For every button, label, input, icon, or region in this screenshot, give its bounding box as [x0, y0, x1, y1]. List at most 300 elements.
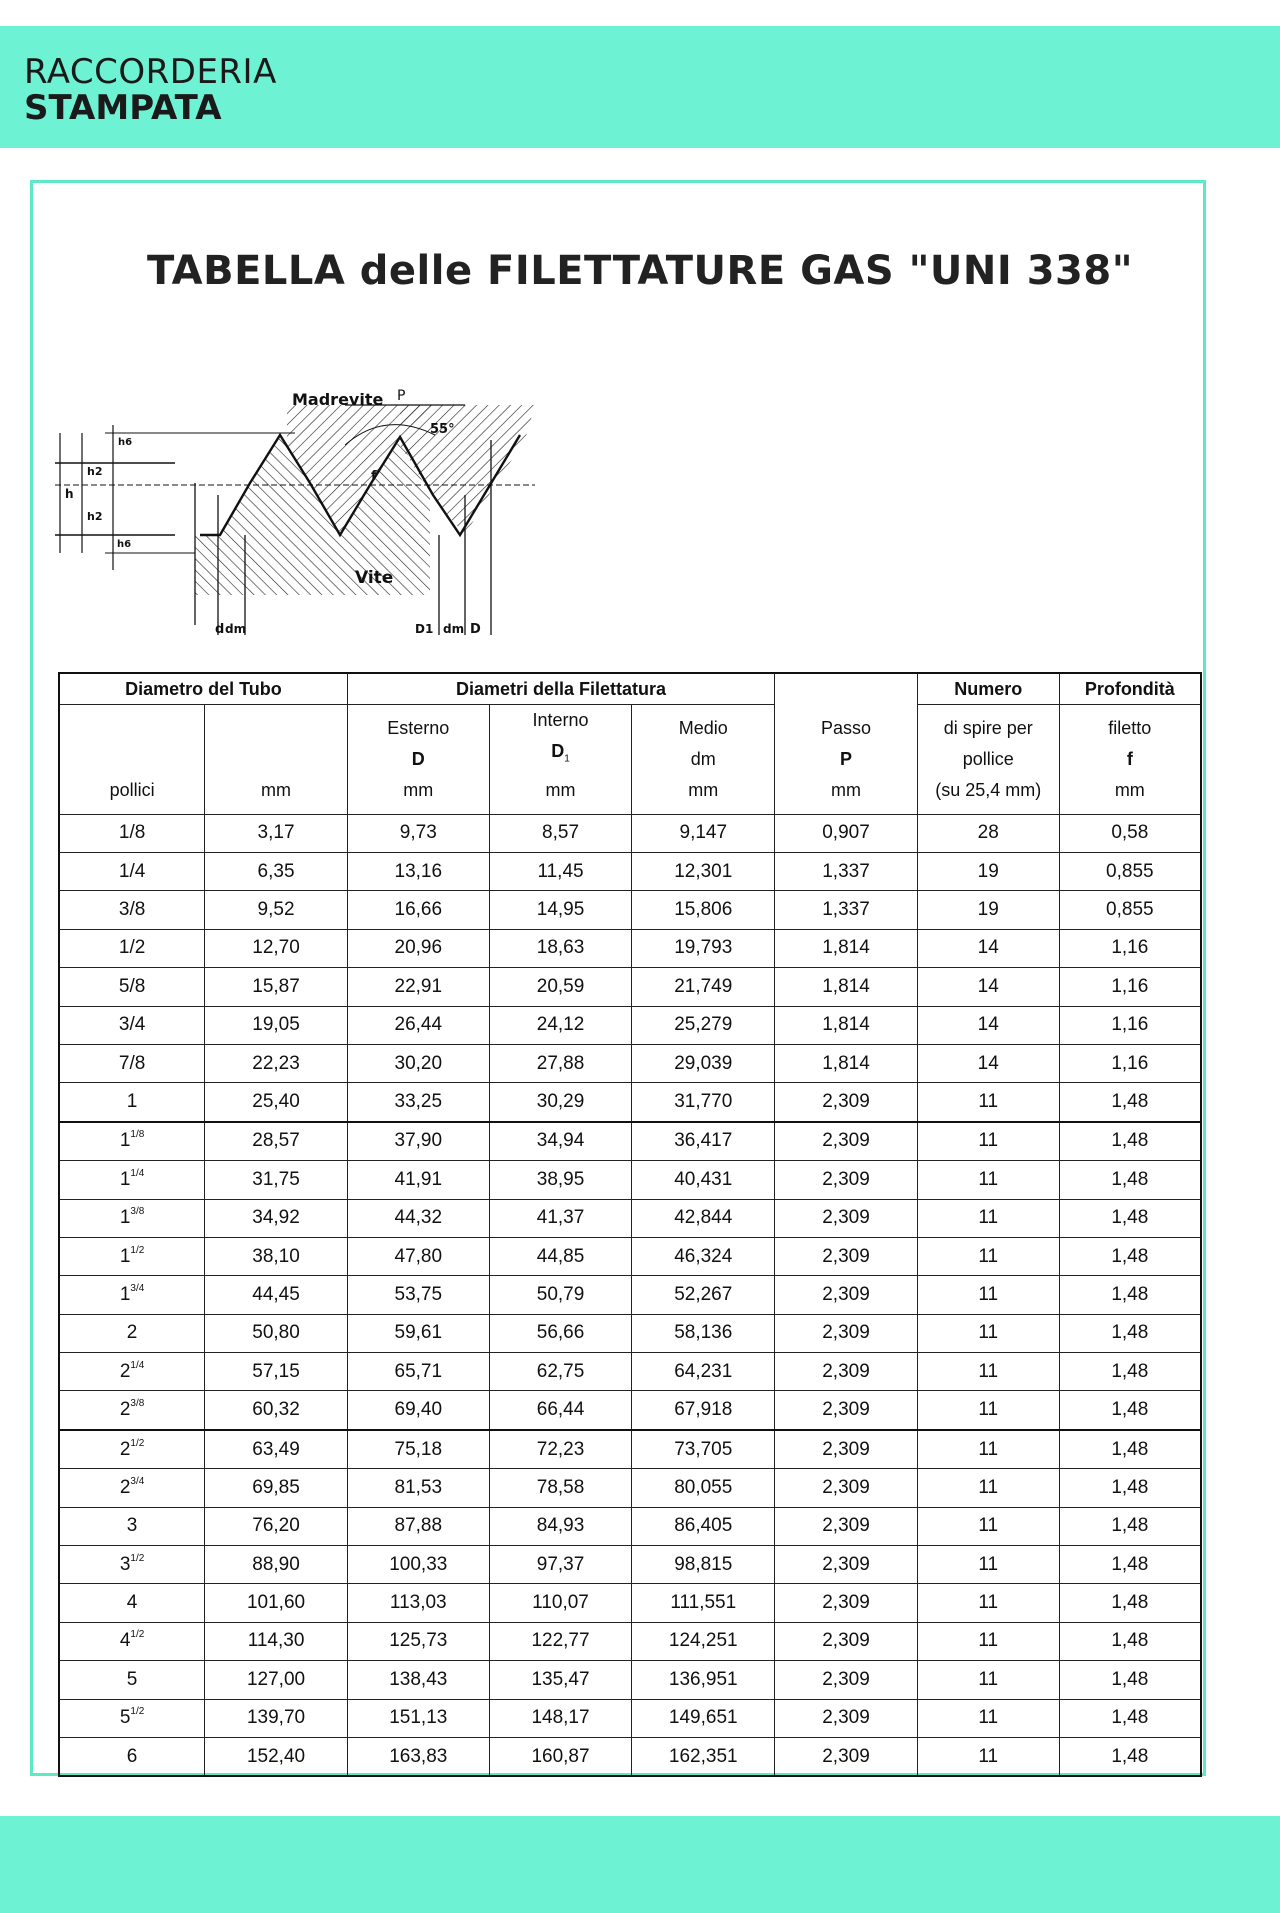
- cell-pollici-whole: 1/8: [118, 822, 146, 844]
- cell-mm: 25,40: [205, 1083, 348, 1122]
- cell-mm: 6,35: [205, 852, 348, 890]
- cell-pollici-whole: 1/2: [118, 937, 146, 959]
- cell-D1: 66,44: [489, 1391, 632, 1430]
- cell-pollici-whole: 1/4: [118, 860, 146, 882]
- cell-D1: 78,58: [489, 1469, 632, 1507]
- label-angle: 55°: [430, 422, 455, 437]
- header-interno-sub: 1: [564, 753, 570, 765]
- table-row: [59, 1391, 1201, 1430]
- cell-mm: 50,80: [205, 1314, 348, 1352]
- cell-mm: 127,00: [205, 1661, 348, 1699]
- cell-D: 138,43: [347, 1661, 489, 1699]
- cell-pollici: [59, 1622, 205, 1660]
- cell-f: 1,48: [1059, 1661, 1201, 1699]
- brand-line2: STAMPATA: [24, 88, 222, 128]
- cell-n: 11: [917, 1430, 1059, 1469]
- cell-f: 1,48: [1059, 1584, 1201, 1622]
- header-passo: [775, 673, 918, 814]
- cell-pollici-whole: 3: [126, 1515, 138, 1537]
- cell-D: 16,66: [347, 891, 489, 929]
- table-row: [59, 1006, 1201, 1044]
- cell-D: 59,61: [347, 1314, 489, 1352]
- cell-pollici: [59, 1391, 205, 1430]
- cell-mm: 38,10: [205, 1237, 348, 1275]
- cell-P: 2,309: [775, 1237, 918, 1275]
- cell-f: 1,48: [1059, 1469, 1201, 1507]
- cell-D1: 97,37: [489, 1546, 632, 1584]
- header-numero-sub: [917, 705, 1059, 815]
- label-D1: D1: [415, 622, 434, 636]
- cell-mm: 69,85: [205, 1469, 348, 1507]
- cell-n: 11: [917, 1546, 1059, 1584]
- cell-pollici-whole: 1: [119, 1130, 131, 1152]
- cell-P: 2,309: [775, 1199, 918, 1237]
- label-dm-right: dm: [443, 622, 465, 636]
- cell-D1: 50,79: [489, 1276, 632, 1314]
- cell-P: 1,814: [775, 929, 918, 967]
- cell-mm: 3,17: [205, 814, 348, 852]
- cell-mm: 76,20: [205, 1507, 348, 1545]
- cell-pollici: [59, 1276, 205, 1314]
- cell-n: 11: [917, 1161, 1059, 1199]
- cell-D: 41,91: [347, 1161, 489, 1199]
- cell-pollici-whole: 4: [126, 1592, 138, 1614]
- cell-dm: 15,806: [632, 891, 775, 929]
- cell-pollici: [59, 1584, 205, 1622]
- table-row: [59, 1314, 1201, 1352]
- cell-n: 11: [917, 1469, 1059, 1507]
- cell-n: 11: [917, 1584, 1059, 1622]
- cell-pollici: [59, 1661, 205, 1699]
- header-prof-unit: mm: [1114, 779, 1145, 800]
- cell-pollici-fraction: 3/8: [130, 1398, 145, 1410]
- label-d: d: [215, 622, 225, 637]
- cell-D1: 135,47: [489, 1661, 632, 1699]
- cell-f: 0,855: [1059, 891, 1201, 929]
- header-interno-label: Interno: [532, 710, 589, 730]
- header-numero-l3: (su 25,4 mm): [935, 779, 1042, 800]
- cell-P: 2,309: [775, 1507, 918, 1545]
- cell-f: 1,48: [1059, 1083, 1201, 1122]
- header-filettatura: Diametri della Filettatura: [347, 673, 774, 705]
- table-row: [59, 1430, 1201, 1469]
- cell-D1: 122,77: [489, 1622, 632, 1660]
- table-row: [59, 1737, 1201, 1776]
- cell-pollici-whole: 2: [126, 1322, 138, 1344]
- cell-D: 125,73: [347, 1622, 489, 1660]
- label-dm: dm: [225, 622, 247, 636]
- cell-D: 151,13: [347, 1699, 489, 1737]
- cell-pollici: [59, 1430, 205, 1469]
- cell-pollici-whole: 5: [119, 1707, 131, 1729]
- cell-D: 13,16: [347, 852, 489, 890]
- cell-dm: 86,405: [632, 1507, 775, 1545]
- cell-P: 2,309: [775, 1584, 918, 1622]
- cell-pollici-fraction: 3/8: [130, 1206, 145, 1218]
- cell-f: 0,58: [1059, 814, 1201, 852]
- cell-D1: 20,59: [489, 968, 632, 1006]
- cell-f: 1,16: [1059, 968, 1201, 1006]
- cell-D1: 14,95: [489, 891, 632, 929]
- cell-pollici-whole: 3/4: [118, 1014, 146, 1036]
- cell-pollici-fraction: 3/4: [130, 1282, 145, 1294]
- cell-f: 1,48: [1059, 1353, 1201, 1391]
- cell-pollici: [59, 1044, 205, 1082]
- cell-D1: 148,17: [489, 1699, 632, 1737]
- cell-n: 11: [917, 1661, 1059, 1699]
- cell-dm: 58,136: [632, 1314, 775, 1352]
- label-p: P: [397, 388, 406, 404]
- cell-D1: 24,12: [489, 1006, 632, 1044]
- table-row: [59, 1122, 1201, 1161]
- cell-P: 2,309: [775, 1469, 918, 1507]
- cell-mm: 44,45: [205, 1276, 348, 1314]
- cell-pollici-whole: 1: [119, 1168, 131, 1190]
- table-row: [59, 814, 1201, 852]
- cell-n: 11: [917, 1622, 1059, 1660]
- cell-n: 11: [917, 1737, 1059, 1776]
- cell-P: 2,309: [775, 1661, 918, 1699]
- header-numero-l1: di spire per: [943, 717, 1033, 738]
- cell-D: 30,20: [347, 1044, 489, 1082]
- cell-D1: 38,95: [489, 1161, 632, 1199]
- cell-pollici: [59, 1353, 205, 1391]
- cell-pollici-whole: 6: [126, 1745, 138, 1767]
- cell-n: 19: [917, 891, 1059, 929]
- cell-mm: 9,52: [205, 891, 348, 929]
- cell-pollici: [59, 1237, 205, 1275]
- cell-mm: 60,32: [205, 1391, 348, 1430]
- label-h6-bottom: h6: [117, 539, 132, 550]
- cell-mm: 15,87: [205, 968, 348, 1006]
- cell-pollici: [59, 1122, 205, 1161]
- cell-D: 37,90: [347, 1122, 489, 1161]
- header-esterno-unit: mm: [403, 779, 434, 800]
- cell-pollici: [59, 1199, 205, 1237]
- cell-D1: 72,23: [489, 1430, 632, 1469]
- cell-pollici-whole: 5: [126, 1668, 138, 1690]
- cell-pollici: [59, 1006, 205, 1044]
- cell-n: 11: [917, 1237, 1059, 1275]
- header-profondita: Profondità: [1059, 673, 1201, 705]
- header-medio-unit: mm: [688, 779, 719, 800]
- cell-f: 1,48: [1059, 1391, 1201, 1430]
- cell-n: 11: [917, 1699, 1059, 1737]
- cell-mm: 28,57: [205, 1122, 348, 1161]
- header-row-sub: [59, 705, 1201, 815]
- cell-D: 113,03: [347, 1584, 489, 1622]
- table-row: [59, 1237, 1201, 1275]
- header-numero-l2: pollice: [962, 748, 1014, 769]
- bottom-band: [0, 1816, 1280, 1913]
- label-dn: dn: [223, 645, 225, 646]
- header-interno-sym-text: D: [551, 741, 565, 761]
- cell-pollici-whole: 2: [119, 1360, 131, 1382]
- cell-D: 81,53: [347, 1469, 489, 1507]
- cell-P: 2,309: [775, 1161, 918, 1199]
- cell-D1: 41,37: [489, 1199, 632, 1237]
- cell-dm: 21,749: [632, 968, 775, 1006]
- cell-f: 1,48: [1059, 1546, 1201, 1584]
- cell-dm: 149,651: [632, 1699, 775, 1737]
- cell-pollici-whole: 4: [119, 1630, 131, 1652]
- cell-P: 2,309: [775, 1430, 918, 1469]
- cell-pollici: [59, 1469, 205, 1507]
- table-row: [59, 1199, 1201, 1237]
- cell-mm: 139,70: [205, 1699, 348, 1737]
- cell-pollici-whole: 2: [119, 1476, 131, 1498]
- cell-pollici: [59, 929, 205, 967]
- table-row: [59, 1083, 1201, 1122]
- cell-mm: 152,40: [205, 1737, 348, 1776]
- label-vite: Vite: [355, 568, 394, 588]
- cell-P: 0,907: [775, 814, 918, 852]
- cell-pollici: [59, 968, 205, 1006]
- cell-D1: 30,29: [489, 1083, 632, 1122]
- cell-P: 2,309: [775, 1391, 918, 1430]
- cell-D1: 8,57: [489, 814, 632, 852]
- cell-n: 11: [917, 1353, 1059, 1391]
- cell-n: 14: [917, 1006, 1059, 1044]
- cell-D1: 56,66: [489, 1314, 632, 1352]
- cell-f: 0,855: [1059, 852, 1201, 890]
- header-tubo: Diametro del Tubo: [59, 673, 347, 705]
- cell-P: 1,814: [775, 1006, 918, 1044]
- table-row: [59, 1353, 1201, 1391]
- cell-pollici-whole: 5/8: [118, 975, 146, 997]
- cell-D: 26,44: [347, 1006, 489, 1044]
- cell-D: 100,33: [347, 1546, 489, 1584]
- table-row: [59, 1622, 1201, 1660]
- table-row: [59, 1699, 1201, 1737]
- cell-f: 1,48: [1059, 1699, 1201, 1737]
- cell-pollici-whole: 2: [119, 1399, 131, 1421]
- cell-pollici: [59, 1161, 205, 1199]
- cell-f: 1,48: [1059, 1161, 1201, 1199]
- cell-pollici-fraction: 1/2: [130, 1437, 145, 1449]
- table-row: [59, 852, 1201, 890]
- header-medio: [632, 705, 775, 815]
- page-title: TABELLA delle FILETTATURE GAS "UNI 338": [146, 248, 1134, 294]
- cell-D1: 110,07: [489, 1584, 632, 1622]
- header-interno: [489, 705, 632, 815]
- cell-mm: 88,90: [205, 1546, 348, 1584]
- header-prof-sub: [1059, 705, 1201, 815]
- cell-dm: 98,815: [632, 1546, 775, 1584]
- cell-pollici: [59, 891, 205, 929]
- cell-n: 14: [917, 968, 1059, 1006]
- cell-dm: 124,251: [632, 1622, 775, 1660]
- cell-pollici-fraction: 1/2: [130, 1244, 145, 1256]
- cell-dm: 29,039: [632, 1044, 775, 1082]
- label-f: f: [371, 469, 377, 484]
- header-numero: Numero: [917, 673, 1059, 705]
- cell-P: 2,309: [775, 1083, 918, 1122]
- cell-n: 11: [917, 1122, 1059, 1161]
- cell-n: 28: [917, 814, 1059, 852]
- cell-pollici-fraction: 1/2: [130, 1629, 145, 1641]
- cell-dm: 52,267: [632, 1276, 775, 1314]
- cell-pollici-fraction: 1/4: [130, 1167, 145, 1179]
- header-medio-sym: dm: [690, 748, 716, 769]
- cell-D: 44,32: [347, 1199, 489, 1237]
- cell-D: 163,83: [347, 1737, 489, 1776]
- cell-f: 1,48: [1059, 1276, 1201, 1314]
- cell-dm: 46,324: [632, 1237, 775, 1275]
- cell-mm: 101,60: [205, 1584, 348, 1622]
- cell-P: 2,309: [775, 1699, 918, 1737]
- cell-D1: 27,88: [489, 1044, 632, 1082]
- cell-dm: 25,279: [632, 1006, 775, 1044]
- cell-pollici: [59, 1507, 205, 1545]
- cell-D1: 160,87: [489, 1737, 632, 1776]
- label-h6-top: h6: [118, 437, 133, 448]
- cell-D1: 34,94: [489, 1122, 632, 1161]
- cell-D: 75,18: [347, 1430, 489, 1469]
- cell-f: 1,48: [1059, 1507, 1201, 1545]
- cell-pollici-whole: 1: [126, 1091, 138, 1113]
- cell-f: 1,48: [1059, 1237, 1201, 1275]
- cell-P: 1,337: [775, 852, 918, 890]
- cell-D: 65,71: [347, 1353, 489, 1391]
- cell-mm: 34,92: [205, 1199, 348, 1237]
- table-row: [59, 1276, 1201, 1314]
- cell-n: 11: [917, 1199, 1059, 1237]
- cell-mm: 57,15: [205, 1353, 348, 1391]
- label-h: h: [65, 487, 74, 501]
- cell-D1: 11,45: [489, 852, 632, 890]
- cell-P: 2,309: [775, 1546, 918, 1584]
- cell-n: 11: [917, 1083, 1059, 1122]
- header-passo-sym: P: [840, 748, 853, 769]
- cell-n: 14: [917, 929, 1059, 967]
- cell-P: 2,309: [775, 1314, 918, 1352]
- cell-pollici-whole: 1: [119, 1245, 131, 1267]
- cell-mm: 12,70: [205, 929, 348, 967]
- cell-P: 2,309: [775, 1737, 918, 1776]
- cell-D: 20,96: [347, 929, 489, 967]
- cell-mm: 63,49: [205, 1430, 348, 1469]
- cell-dm: 40,431: [632, 1161, 775, 1199]
- cell-P: 2,309: [775, 1122, 918, 1161]
- cell-dm: 9,147: [632, 814, 775, 852]
- cell-P: 1,337: [775, 891, 918, 929]
- table-row: [59, 968, 1201, 1006]
- cell-dm: 111,551: [632, 1584, 775, 1622]
- cell-pollici: [59, 1083, 205, 1122]
- cell-f: 1,16: [1059, 1044, 1201, 1082]
- cell-n: 11: [917, 1507, 1059, 1545]
- cell-pollici-whole: 2: [119, 1438, 131, 1460]
- cell-mm: 19,05: [205, 1006, 348, 1044]
- cell-f: 1,48: [1059, 1122, 1201, 1161]
- cell-D: 33,25: [347, 1083, 489, 1122]
- cell-D: 87,88: [347, 1507, 489, 1545]
- cell-n: 14: [917, 1044, 1059, 1082]
- cell-dm: 31,770: [632, 1083, 775, 1122]
- cell-pollici: [59, 852, 205, 890]
- header-mm: mm: [205, 705, 348, 815]
- cell-pollici-whole: 3/8: [118, 899, 146, 921]
- table-row: [59, 1546, 1201, 1584]
- thread-table: [58, 672, 1202, 1777]
- cell-P: 1,814: [775, 1044, 918, 1082]
- cell-P: 2,309: [775, 1353, 918, 1391]
- cell-P: 2,309: [775, 1276, 918, 1314]
- cell-D1: 18,63: [489, 929, 632, 967]
- cell-dm: 42,844: [632, 1199, 775, 1237]
- header-esterno-sym: D: [411, 748, 425, 769]
- header-passo-label: Passo: [820, 717, 872, 738]
- table-row: [59, 1161, 1201, 1199]
- table-row: [59, 1661, 1201, 1699]
- header-esterno-label: Esterno: [387, 717, 450, 738]
- header-esterno: [347, 705, 489, 815]
- table-row: [59, 1469, 1201, 1507]
- cell-f: 1,16: [1059, 929, 1201, 967]
- cell-mm: 31,75: [205, 1161, 348, 1199]
- cell-dm: 136,951: [632, 1661, 775, 1699]
- cell-pollici: [59, 1737, 205, 1776]
- cell-f: 1,48: [1059, 1737, 1201, 1776]
- table-row: [59, 891, 1201, 929]
- cell-pollici: [59, 814, 205, 852]
- cell-f: 1,48: [1059, 1314, 1201, 1352]
- table-row: [59, 1584, 1201, 1622]
- cell-n: 11: [917, 1391, 1059, 1430]
- cell-D: 9,73: [347, 814, 489, 852]
- header-pollici: pollici: [59, 705, 205, 815]
- label-h2-top: h2: [87, 465, 103, 478]
- brand-line1: RACCORDERIA: [24, 52, 277, 92]
- cell-f: 1,16: [1059, 1006, 1201, 1044]
- cell-pollici-fraction: 3/4: [130, 1475, 145, 1487]
- table-row: [59, 929, 1201, 967]
- header-medio-label: Medio: [678, 717, 728, 738]
- label-h2-bottom: h2: [87, 510, 103, 523]
- cell-mm: 114,30: [205, 1622, 348, 1660]
- cell-pollici-fraction: 1/2: [130, 1552, 145, 1564]
- cell-P: 1,814: [775, 968, 918, 1006]
- cell-dm: 12,301: [632, 852, 775, 890]
- cell-pollici: [59, 1546, 205, 1584]
- cell-pollici-whole: 1: [119, 1283, 131, 1305]
- cell-D: 47,80: [347, 1237, 489, 1275]
- cell-n: 11: [917, 1276, 1059, 1314]
- cell-D1: 44,85: [489, 1237, 632, 1275]
- header-interno-sym: [490, 736, 632, 775]
- table-row: [59, 1044, 1201, 1082]
- cell-dm: 73,705: [632, 1430, 775, 1469]
- thread-profile-diagram: [55, 385, 615, 655]
- cell-P: 2,309: [775, 1622, 918, 1660]
- cell-mm: 22,23: [205, 1044, 348, 1082]
- header-interno-unit: mm: [545, 779, 576, 800]
- cell-D: 22,91: [347, 968, 489, 1006]
- header-prof-sym: f: [1126, 748, 1133, 769]
- label-D: D: [470, 622, 481, 637]
- cell-pollici-fraction: 1/2: [130, 1706, 145, 1718]
- cell-pollici-whole: 3: [119, 1553, 131, 1575]
- cell-pollici-whole: 7/8: [118, 1052, 146, 1074]
- cell-dm: 19,793: [632, 929, 775, 967]
- cell-pollici-whole: 1: [119, 1207, 131, 1229]
- cell-f: 1,48: [1059, 1622, 1201, 1660]
- cell-D1: 62,75: [489, 1353, 632, 1391]
- cell-dm: 36,417: [632, 1122, 775, 1161]
- cell-pollici: [59, 1699, 205, 1737]
- cell-pollici-fraction: 1/8: [130, 1129, 145, 1141]
